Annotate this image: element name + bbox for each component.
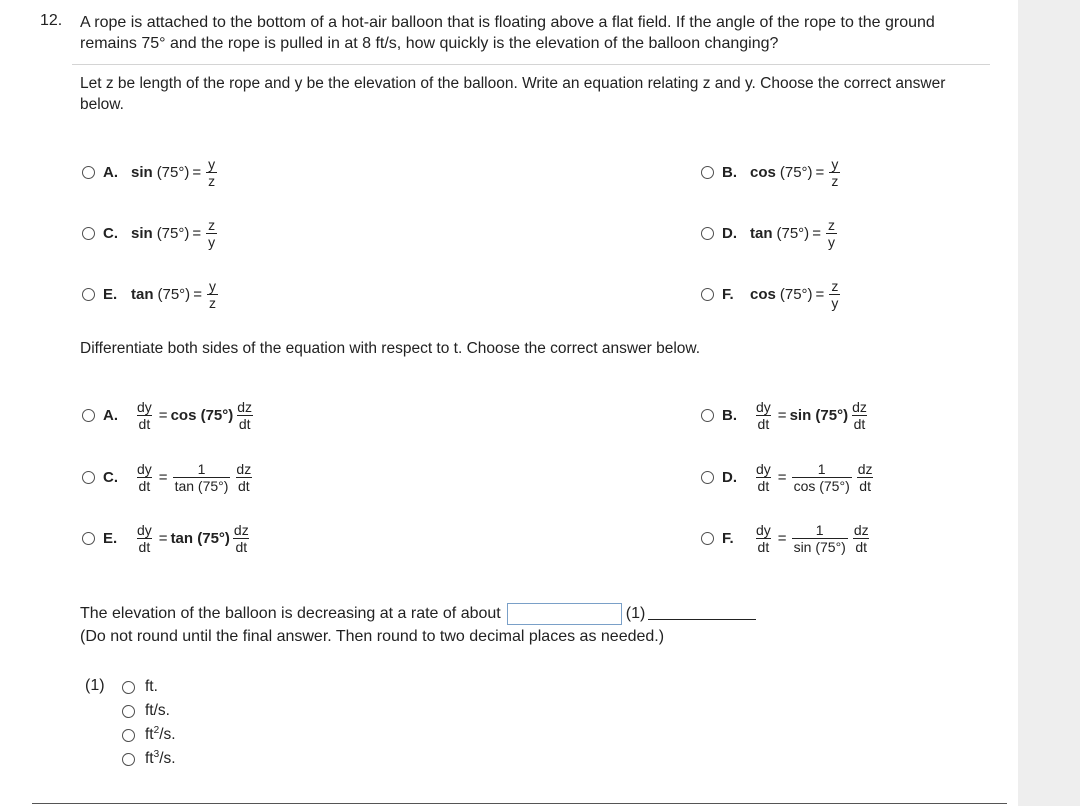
- choice-letter: A.: [103, 163, 118, 181]
- unit-choice-label: (1): [85, 677, 105, 694]
- fraction-denominator: z: [208, 172, 216, 189]
- equals-sign: =: [777, 468, 787, 486]
- fraction: [235, 400, 254, 431]
- choice-option-d[interactable]: [701, 455, 877, 499]
- right-sidebar: [1018, 0, 1080, 806]
- unit-base: ft.: [145, 678, 158, 695]
- equals-sign: =: [192, 163, 202, 181]
- fraction-denominator: dt: [235, 538, 248, 555]
- radio-button[interactable]: [701, 288, 714, 301]
- fraction-denominator: dt: [757, 538, 770, 555]
- derivative-equation: [752, 462, 877, 493]
- fraction-numerator: dy: [756, 521, 771, 538]
- radio-button[interactable]: [701, 409, 714, 422]
- unit-tail: /s.: [159, 726, 176, 744]
- part2-prompt: Differentiate both sides of the equation with respect to t. Choose the correct answer below.: [80, 340, 701, 357]
- choice-letter: B.: [722, 163, 737, 181]
- unit-option[interactable]: [122, 701, 170, 721]
- fraction-denominator: y: [831, 294, 839, 311]
- choice-option-b[interactable]: [701, 393, 871, 437]
- derivative-equation: [133, 462, 255, 493]
- angle: (75°): [776, 224, 810, 242]
- choice-letter: D.: [722, 224, 737, 242]
- choice-option-c[interactable]: [82, 455, 255, 499]
- angle: (75°): [156, 163, 190, 181]
- fraction-numerator: dy: [137, 460, 152, 477]
- fraction: [135, 462, 154, 493]
- fraction-numerator: dy: [756, 398, 771, 415]
- unit-option[interactable]: [122, 725, 176, 745]
- choice-option-f[interactable]: [701, 272, 842, 316]
- choice-option-a[interactable]: [82, 150, 219, 194]
- fraction-denominator: dt: [757, 415, 770, 432]
- fraction-numerator: z: [831, 277, 839, 294]
- equals-sign: =: [815, 163, 825, 181]
- question-text: A rope is attached to the bottom of a hot-air balloon that is floating above a flat field. If the angle of the rope to the ground remains 75° and the rope is pulled in at 8 ft/s, how quickly is the elevation of the balloon changing?: [80, 14, 935, 52]
- derivative-equation: [133, 400, 256, 431]
- fraction-numerator: dz: [237, 398, 253, 415]
- fraction-numerator: dz: [236, 460, 252, 477]
- radio-button[interactable]: [82, 409, 95, 422]
- answer-input[interactable]: [507, 603, 622, 625]
- fraction: [792, 523, 848, 554]
- fraction-numerator: y: [208, 155, 216, 172]
- unit-tail: /s.: [159, 750, 176, 768]
- radio-button[interactable]: [82, 471, 95, 484]
- answer-text: The elevation of the balloon is decreasing at a rate of about: [80, 605, 501, 622]
- bottom-divider: [32, 803, 1007, 804]
- unit-base: ft: [145, 750, 154, 768]
- equation: [131, 279, 220, 310]
- derivative-equation: [752, 523, 873, 554]
- fraction: [207, 279, 218, 310]
- fraction-numerator: 1: [815, 521, 824, 538]
- fraction: [173, 462, 231, 493]
- part1-prompt: Let z be length of the rope and y be the elevation of the balloon. Write an equation relating z and y. Choose the correct answer below.: [80, 75, 946, 113]
- fraction-denominator: y: [827, 233, 835, 250]
- trig-expression: sin (75°): [789, 406, 849, 424]
- choice-option-d[interactable]: [701, 211, 839, 255]
- unit-label: [145, 725, 176, 744]
- equals-sign: =: [158, 406, 168, 424]
- unit-base: ft: [145, 726, 154, 744]
- equals-sign: =: [812, 224, 821, 242]
- fraction: [856, 462, 875, 493]
- choice-letter: E.: [103, 529, 118, 547]
- equals-sign: =: [158, 529, 168, 547]
- equation: [750, 157, 842, 188]
- fraction-denominator: dt: [237, 477, 250, 494]
- fraction: [829, 279, 840, 310]
- radio-button[interactable]: [122, 681, 135, 694]
- fraction-denominator: tan (75°): [174, 477, 229, 494]
- fraction-denominator: cos (75°): [793, 477, 850, 494]
- angle: (75°): [157, 285, 191, 303]
- choice-option-a[interactable]: [82, 393, 256, 437]
- fraction-denominator: dt: [853, 415, 866, 432]
- derivative-equation: [752, 400, 871, 431]
- equals-sign: =: [193, 285, 202, 303]
- trig-expression: cos (75°): [170, 406, 234, 424]
- choice-letter: C.: [103, 224, 118, 242]
- rounding-note: (Do not round until the final answer. Then round to two decimal places as needed.): [80, 628, 665, 645]
- angle: (75°): [156, 224, 190, 242]
- choice-option-e[interactable]: [82, 272, 220, 316]
- unit-option[interactable]: [122, 749, 176, 769]
- fraction-numerator: dy: [756, 460, 771, 477]
- trig-function: cos: [750, 285, 776, 303]
- radio-button[interactable]: [122, 753, 135, 766]
- radio-button[interactable]: [701, 227, 714, 240]
- choice-letter: E.: [103, 285, 118, 303]
- answer-sentence: [80, 603, 756, 625]
- fraction-numerator: dz: [853, 521, 869, 538]
- trig-function: tan: [131, 285, 154, 303]
- unit-dropdown-ref: (1): [625, 605, 646, 622]
- fraction: [829, 157, 840, 188]
- fraction-denominator: y: [208, 233, 216, 250]
- equals-sign: =: [777, 406, 787, 424]
- fraction: [135, 400, 154, 431]
- radio-button[interactable]: [701, 471, 714, 484]
- choice-option-f[interactable]: [701, 516, 873, 560]
- derivative-equation: [133, 523, 253, 554]
- choice-letter: A.: [103, 406, 118, 424]
- angle: (75°): [779, 285, 813, 303]
- fraction: [206, 157, 217, 188]
- unit-label: [145, 702, 170, 720]
- fraction-numerator: 1: [817, 460, 826, 477]
- equation: [750, 218, 839, 249]
- trig-function: sin: [131, 163, 153, 181]
- radio-button[interactable]: [82, 227, 95, 240]
- fraction-numerator: z: [208, 216, 216, 233]
- trig-function: cos: [750, 163, 776, 181]
- fraction-denominator: z: [831, 172, 839, 189]
- radio-button[interactable]: [82, 166, 95, 179]
- fraction: [135, 523, 154, 554]
- unit-exponent: 2: [153, 725, 160, 737]
- choice-letter: C.: [103, 468, 118, 486]
- fraction-denominator: dt: [238, 415, 251, 432]
- choice-letter: D.: [722, 468, 737, 486]
- fraction-denominator: sin (75°): [793, 538, 846, 555]
- fraction: [754, 462, 773, 493]
- fraction-denominator: dt: [757, 477, 770, 494]
- radio-button[interactable]: [122, 729, 135, 742]
- fraction-numerator: dy: [137, 521, 152, 538]
- choice-option-e[interactable]: [82, 516, 253, 560]
- unit-exponent: 3: [153, 749, 160, 761]
- equals-sign: =: [192, 224, 202, 242]
- fraction-numerator: dz: [857, 460, 873, 477]
- fraction: [754, 400, 773, 431]
- unit-label: [145, 678, 158, 696]
- fraction-denominator: dt: [138, 477, 151, 494]
- unit-option[interactable]: [122, 677, 158, 697]
- fraction-denominator: z: [208, 294, 216, 311]
- fraction: [792, 462, 852, 493]
- choice-letter: F.: [722, 529, 734, 547]
- radio-button[interactable]: [82, 288, 95, 301]
- equation: [131, 218, 219, 249]
- radio-button[interactable]: [122, 705, 135, 718]
- equation: [750, 279, 842, 310]
- divider: [72, 64, 990, 65]
- fraction-denominator: dt: [859, 477, 871, 494]
- fraction-numerator: dz: [233, 521, 249, 538]
- unit-base: ft/s.: [145, 702, 170, 719]
- choice-letter: B.: [722, 406, 737, 424]
- fraction: [826, 218, 837, 249]
- fraction: [852, 523, 871, 554]
- unit-label: [145, 749, 176, 768]
- trig-function: tan: [750, 224, 773, 242]
- question-number: 12.: [40, 12, 63, 29]
- equals-sign: =: [158, 468, 168, 486]
- angle: (75°): [779, 163, 813, 181]
- choice-option-b[interactable]: [701, 150, 842, 194]
- fraction: [754, 523, 773, 554]
- equals-sign: =: [777, 529, 787, 547]
- choice-option-c[interactable]: [82, 211, 219, 255]
- choice-letter: F.: [722, 285, 734, 303]
- fraction-numerator: 1: [197, 460, 206, 477]
- equation: [131, 157, 219, 188]
- fraction-denominator: dt: [138, 415, 151, 432]
- radio-button[interactable]: [701, 166, 714, 179]
- unit-blank[interactable]: [648, 609, 756, 620]
- fraction: [234, 462, 253, 493]
- fraction: [850, 400, 869, 431]
- trig-expression: tan (75°): [170, 529, 230, 547]
- fraction-numerator: y: [208, 277, 216, 294]
- fraction-denominator: dt: [138, 538, 151, 555]
- equals-sign: =: [815, 285, 825, 303]
- fraction-numerator: dy: [137, 398, 152, 415]
- radio-button[interactable]: [82, 532, 95, 545]
- radio-button[interactable]: [701, 532, 714, 545]
- fraction: [232, 523, 251, 554]
- fraction: [206, 218, 217, 249]
- fraction-numerator: z: [827, 216, 835, 233]
- fraction-denominator: dt: [855, 538, 868, 555]
- fraction-numerator: y: [831, 155, 839, 172]
- trig-function: sin: [131, 224, 153, 242]
- fraction-numerator: dz: [852, 398, 867, 415]
